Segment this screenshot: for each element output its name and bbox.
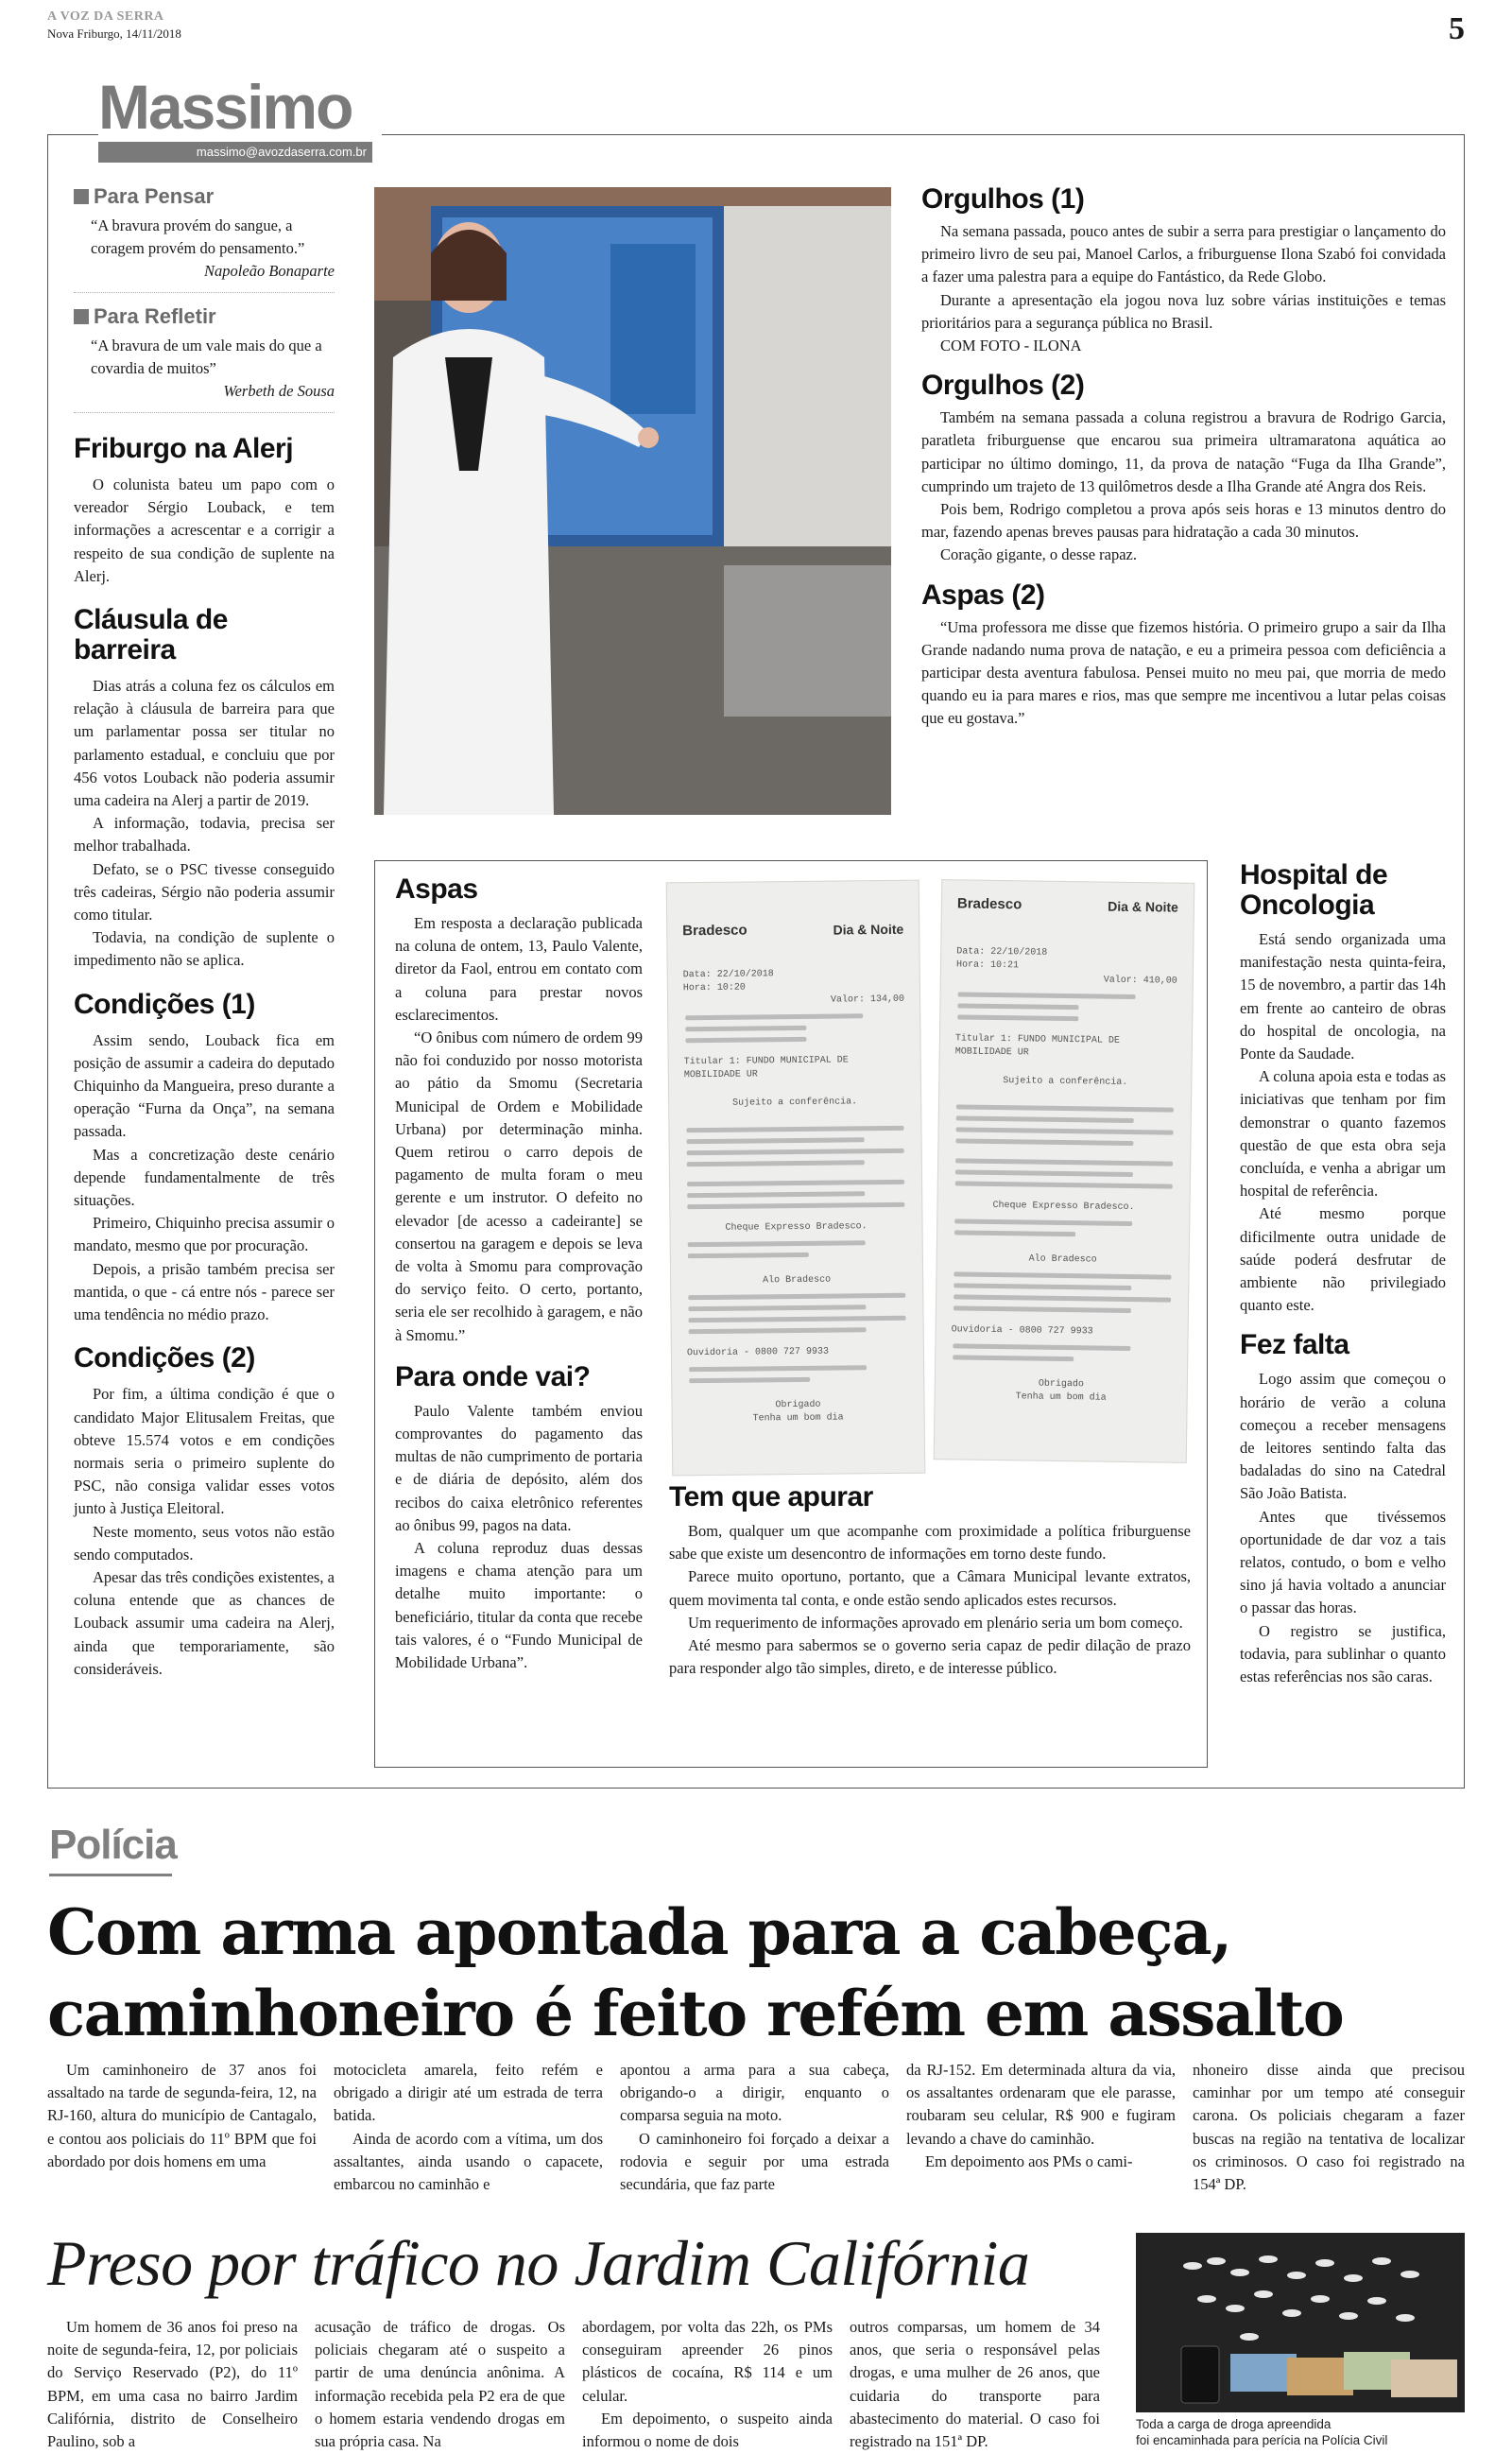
receipt-line: Data: 22/10/2018 bbox=[956, 946, 1048, 959]
receipt-line: Sujeito a conferência. bbox=[732, 1097, 858, 1109]
receipt-print bbox=[687, 1202, 904, 1209]
seizure-illustration bbox=[1136, 2233, 1465, 2412]
bradesco-logo: Bradesco bbox=[956, 895, 1022, 913]
receipt-print bbox=[955, 1138, 1133, 1146]
receipt-print bbox=[956, 1115, 1134, 1123]
receipt-print bbox=[957, 1014, 1078, 1021]
receipt-header bbox=[667, 881, 919, 945]
receipt-print bbox=[688, 1305, 866, 1311]
store-logo: Dia & Noite bbox=[1108, 898, 1179, 915]
text-column bbox=[906, 2059, 1176, 2173]
fez-falta-title: Fez falta bbox=[1240, 1329, 1349, 1361]
receipt-print bbox=[687, 1137, 865, 1144]
paragraph: Antes que tivéssemos oportunidade de dar voz a tais relatos, contudo, o bom e velho sino já havia voltado a anunciar o passar das horas. bbox=[1240, 1507, 1446, 1617]
paragraph: A coluna reproduz duas dessas imagens e chama atenção para um detalhe muito importante: o beneficiário, titular da conta que recebe tais valores, é o “Fundo Municipal de Mobilidade Urbana”. bbox=[395, 1539, 643, 1672]
receipt-2 bbox=[934, 879, 1195, 1463]
receipt-print bbox=[954, 1305, 1131, 1313]
receipt-line: Obrigado bbox=[775, 1399, 821, 1411]
receipt-print bbox=[685, 1037, 806, 1043]
clausula-body bbox=[74, 675, 335, 973]
text-column bbox=[850, 2316, 1100, 2453]
orgulhos2-body bbox=[921, 406, 1446, 566]
paragraph: Paulo Valente também enviou comprovantes do pagamento das multas de não cumprimento de portaria e de diária de depósito, além dos recibos do caixa eletrônico referentes ao ônibus 99, pagos na data. bbox=[395, 1401, 643, 1534]
bradesco-logo: Bradesco bbox=[682, 922, 747, 940]
tem-que-apurar-body bbox=[669, 1520, 1191, 1680]
fez-falta-body bbox=[1240, 1368, 1446, 1688]
aspas-title: Aspas bbox=[395, 873, 478, 905]
receipt-line: Hora: 10:20 bbox=[682, 982, 746, 994]
receipt-line: Tenha um bom dia bbox=[752, 1412, 844, 1425]
policia-body bbox=[47, 2059, 1465, 2201]
para-refletir-quote: “A bravura de um vale mais do que a covardia de muitos” bbox=[91, 337, 322, 377]
receipt-print bbox=[689, 1377, 810, 1383]
caption-line: foi encaminhada para perícia na Polícia Civil bbox=[1136, 2433, 1388, 2447]
receipt-print bbox=[954, 1218, 1132, 1226]
paragraph: abordagem, por volta das 22h, os PMs conseguiram apreender 26 pinos plásticos de cocaína, R$ 114 e um celular. bbox=[582, 2318, 833, 2405]
receipt-print bbox=[957, 1003, 1078, 1010]
para-onde-body bbox=[395, 1400, 643, 1674]
paragraph: O registro se justifica, todavia, para sublinhar o quanto estas referências nos são caras. bbox=[1240, 1621, 1446, 1686]
receipt-line: Valor: 410,00 bbox=[1103, 975, 1177, 987]
receipt-print bbox=[688, 1253, 809, 1258]
receipt-header bbox=[942, 880, 1194, 921]
receipt-line: Alo Bradesco bbox=[763, 1274, 832, 1287]
column-header bbox=[98, 74, 382, 159]
text-column bbox=[47, 2316, 298, 2453]
paragraph: COM FOTO - ILONA bbox=[940, 337, 1082, 355]
friburgo-alerj-title: Friburgo na Alerj bbox=[74, 433, 294, 464]
clausula-title: Cláusula de barreira bbox=[74, 604, 228, 666]
paragraph: Pois bem, Rodrigo completou a prova após seis horas e 13 minutos dentro do mar, fazendo apenas breves pausas para hidratação a cada 30 minutos. bbox=[921, 500, 1446, 542]
receipt-print bbox=[689, 1327, 867, 1334]
orgulhos1-title: Orgulhos (1) bbox=[921, 183, 1085, 215]
paragraph: Parece muito oportuno, portanto, que a Câmara Municipal levante extratos, quem movimenta tal conta, e onde estão sendo aplicados estes recursos. bbox=[669, 1567, 1191, 1609]
paragraph: Em resposta a declaração publicada na coluna de ontem, 13, Paulo Valente, diretor da Faol, entrou em contato com a coluna para prestar novos esclarecimentos. bbox=[395, 914, 643, 1024]
text-column bbox=[1193, 2059, 1465, 2196]
text-column bbox=[315, 2316, 565, 2453]
condicoes1-body bbox=[74, 1029, 335, 1327]
preso-body bbox=[47, 2316, 1134, 2451]
paragraph: Defato, se o PSC tivesse conseguido três cadeiras, Sérgio não poderia assumir como titular. bbox=[74, 859, 335, 925]
receipt-print bbox=[687, 1191, 865, 1198]
paragraph: da RJ-152. Em determinada altura da via, os assaltantes ordenaram que ele parasse, roubaram seu celular, R$ 900 e fugiram levando a chave do caminhão. bbox=[906, 2061, 1176, 2148]
paragraph: Todavia, na condição de suplente o impedimento não se aplica. bbox=[74, 928, 335, 970]
receipt-print bbox=[956, 1104, 1174, 1112]
receipt-line: Ouvidoria - 0800 727 9933 bbox=[951, 1324, 1093, 1338]
receipt-print bbox=[689, 1316, 906, 1322]
presenter-illustration bbox=[374, 187, 891, 815]
receipt-line: Cheque Expresso Bradesco. bbox=[725, 1221, 868, 1234]
divider bbox=[74, 292, 335, 293]
policia-headline-line1: Com arma apontada para a cabeça, bbox=[47, 1895, 1231, 1969]
orgulhos1-body bbox=[921, 220, 1446, 357]
paragraph: Durante a apresentação ela jogou nova luz sobre várias instituições e temas prioritários para a segurança pública no Brasil. bbox=[921, 290, 1446, 332]
right-upper-column bbox=[921, 184, 1446, 731]
text-column bbox=[334, 2059, 603, 2196]
receipt-print bbox=[687, 1149, 904, 1155]
paragraph: Primeiro, Chiquinho precisa assumir o mandato, mesmo que por procuração. bbox=[74, 1214, 335, 1255]
receipt-line: Cheque Expresso Bradesco. bbox=[992, 1200, 1135, 1214]
receipt-line: Sujeito a conferência. bbox=[1003, 1076, 1128, 1088]
paragraph: Apesar das três condições existentes, a coluna entende que as chances de Louback assumir uma cadeira na Alerj, ainda que temporariamente, são consideráveis. bbox=[74, 1567, 335, 1678]
paragraph: Neste momento, seus votos não estão sendo computados. bbox=[74, 1522, 335, 1564]
column-email[interactable]: massimo@avozdaserra.com.br bbox=[98, 142, 372, 163]
section-label-policia: Polícia bbox=[49, 1822, 177, 1868]
tem-que-apurar-title: Tem que apurar bbox=[669, 1481, 873, 1512]
receipt-print bbox=[688, 1240, 866, 1247]
caption-line: Toda a carga de droga apreendida bbox=[1136, 2417, 1332, 2431]
paragraph: Assim sendo, Louback fica em posição de assumir a cadeira do deputado Chiquinho da Mangueira, preso durante a operação “Furna da Onça”, na semana passada. bbox=[74, 1030, 335, 1141]
receipt-print bbox=[954, 1283, 1131, 1290]
masthead bbox=[47, 9, 1465, 47]
presenter-photo bbox=[374, 187, 891, 815]
paragraph: Está sendo organizada uma manifestação nesta quinta-feira, 15 de novembro, a partir das 14h em frente ao canteiro de obras do hospital de oncologia, na Ponte da Saudade. bbox=[1240, 930, 1446, 1063]
paragraph: Até mesmo porque dificilmente outra unidade de saúde poderá desfrutar de ambiente não privilegiado quanto este. bbox=[1240, 1204, 1446, 1315]
hospital-body bbox=[1240, 928, 1446, 1317]
para-pensar-quote: “A bravura provém do sangue, a coragem provém do pensamento.” bbox=[91, 216, 305, 257]
aspas-column bbox=[395, 874, 643, 1674]
right-lower-column bbox=[1240, 860, 1446, 1688]
square-bullet-icon bbox=[74, 189, 89, 204]
paragraph: Por fim, a última condição é que o candidato Major Elitusalem Freitas, que obteve 15.574 votos e em condições normais seria o primeiro suplente do PSC, não consiga validar esses votos junto à Justiça Eleitoral. bbox=[74, 1385, 335, 1518]
paragraph: Depois, a prisão também precisa ser mantida, o que - cá entre nós - parece ser uma tendência no médio prazo. bbox=[74, 1259, 335, 1324]
receipt-1 bbox=[666, 880, 926, 1477]
paragraph: Um caminhoneiro de 37 anos foi assaltado na tarde de segunda-feira, 12, na RJ-160, altura do município de Cantagalo, e contou aos policiais do 11º BPM que foi abordado por dois homens em uma bbox=[47, 2061, 317, 2170]
paragraph: A coluna apoia esta e todas as iniciativas que tenham por fim demonstrar o quanto fazemos questão de que esta obra seja concluída, e venha a abrigar um hospital de referência. bbox=[1240, 1067, 1446, 1201]
paragraph: Coração gigante, o desse rapaz. bbox=[940, 545, 1137, 564]
paragraph: motocicleta amarela, feito refém e obrigado a dirigir até um estrada de terra batida. bbox=[334, 2061, 603, 2125]
paragraph: Em depoimento aos PMs o cami- bbox=[925, 2152, 1133, 2170]
receipt-print bbox=[686, 1126, 903, 1132]
receipt-line: Titular 1: FUNDO MUNICIPAL DE MOBILIDADE UR bbox=[954, 1033, 1121, 1059]
receipt-print bbox=[955, 1158, 1173, 1166]
receipt-print bbox=[953, 1343, 1130, 1351]
seizure-photo bbox=[1136, 2233, 1465, 2412]
friburgo-alerj-body bbox=[74, 474, 335, 588]
para-pensar-author: Napoleão Bonaparte bbox=[204, 262, 335, 280]
section-rule bbox=[49, 1874, 172, 1876]
store-logo: Dia & Noite bbox=[833, 921, 904, 938]
receipt-print bbox=[955, 1169, 1133, 1177]
left-column bbox=[74, 184, 335, 1681]
receipt-print bbox=[956, 1127, 1174, 1134]
receipt-line: Valor: 134,00 bbox=[830, 994, 905, 1006]
paragraph: Mas a concretização deste cenário depende fundamentalmente de três situações. bbox=[74, 1145, 335, 1210]
receipt-line: Alo Bradesco bbox=[1028, 1253, 1097, 1266]
receipt-line: Data: 22/10/2018 bbox=[682, 969, 774, 981]
paragraph: Em depoimento, o suspeito ainda informou o nome de dois bbox=[582, 2409, 833, 2451]
para-pensar-title: Para Pensar bbox=[74, 184, 335, 209]
condicoes1-title: Condições (1) bbox=[74, 988, 255, 1020]
receipt-print bbox=[685, 1026, 806, 1031]
paragraph: acusação de tráfico de drogas. Os policiais chegaram até o suspeito a partir de uma denúncia anônima. A informação recebida pela P2 era de que o homem estaria vendendo drogas em sua própria casa. Na bbox=[315, 2318, 565, 2451]
paragraph: Logo assim que começou o horário de verão a coluna começou a receber mensagens de leitores sentindo falta das badaladas do sino na Catedral São João Batista. bbox=[1240, 1370, 1446, 1503]
receipt-print bbox=[958, 992, 1136, 999]
receipt-line: Titular 1: FUNDO MUNICIPAL DE MOBILIDADE UR bbox=[683, 1055, 849, 1081]
receipt-print bbox=[687, 1180, 904, 1186]
para-refletir-title: Para Refletir bbox=[74, 304, 335, 329]
policia-headline-line2: caminhoneiro é feito refém em assalto bbox=[47, 1977, 1344, 2050]
text-column bbox=[620, 2059, 889, 2196]
condicoes2-title: Condições (2) bbox=[74, 1342, 255, 1374]
aspas2-title: Aspas (2) bbox=[921, 579, 1045, 611]
tem-que-apurar-column bbox=[669, 1482, 1191, 1680]
aspas2-body bbox=[921, 616, 1446, 731]
receipt-line: Hora: 10:21 bbox=[955, 959, 1020, 972]
divider bbox=[74, 412, 335, 413]
receipt-print bbox=[955, 1181, 1173, 1188]
receipt-print bbox=[954, 1230, 1075, 1236]
paragraph: Um requerimento de informações aprovado em plenário seria um bom começo. bbox=[688, 1613, 1183, 1632]
receipt-line: Ouvidoria - 0800 727 9933 bbox=[686, 1346, 830, 1359]
receipt-print bbox=[685, 1013, 863, 1020]
paragraph: outros comparsas, um homem de 34 anos, que seria o responsável pelas drogas, e uma mulher de 26 anos, que cuidaria do transporte para abastecimento do material. O caso foi registrado na 151ª DP. bbox=[850, 2318, 1100, 2451]
para-refletir-author: Werbeth de Sousa bbox=[223, 382, 335, 400]
paragraph: Bom, qualquer um que acompanhe com proximidade a política friburguense sabe que existe um desencontro de informações em torno deste fundo. bbox=[669, 1522, 1191, 1564]
receipt-line: Obrigado bbox=[1038, 1378, 1084, 1391]
square-bullet-icon bbox=[74, 309, 89, 324]
paragraph: Na semana passada, pouco antes de subir a serra para prestigiar o lançamento do primeiro livro de seu pai, Manoel Carlos, a friburguense Ilona Szabó foi convidada a fazer uma palestra para a equipe do Fantástico, da Rede Globo. bbox=[921, 222, 1446, 286]
paragraph: Até mesmo para sabermos se o governo seria capaz de pedir dilação de prazo para responder algo tão simples, direto, e de interesse público. bbox=[669, 1636, 1191, 1678]
preso-headline: Preso por tráfico no Jardim Califórnia bbox=[47, 2227, 1030, 2299]
page-number: 5 bbox=[1449, 11, 1465, 46]
seizure-caption bbox=[1136, 2416, 1465, 2448]
text-column bbox=[47, 2059, 317, 2173]
receipt-line: Tenha um bom dia bbox=[1015, 1391, 1107, 1404]
para-onde-title: Para onde vai? bbox=[395, 1360, 591, 1392]
receipt-print bbox=[688, 1293, 905, 1300]
paragraph: O caminhoneiro foi forçado a deixar a rodovia e seguir por uma estrada secundária, que faz parte bbox=[620, 2129, 889, 2194]
receipt-print bbox=[954, 1294, 1171, 1302]
date-line: Nova Friburgo, 14/11/2018 bbox=[47, 26, 181, 41]
paragraph: Ainda de acordo com a vítima, um dos assaltantes, ainda usando o capacete, embarcou no caminhão e bbox=[334, 2129, 603, 2194]
paragraph: Um homem de 36 anos foi preso na noite de segunda-feira, 12, por policiais do Serviço Reservado (P2), do 11º BPM, em uma casa no bairro Jardim Califórnia, distrito de Conselheiro Paulino, sob a bbox=[47, 2318, 298, 2451]
orgulhos2-title: Orgulhos (2) bbox=[921, 370, 1085, 402]
paragraph: Também na semana passada a coluna registrou a bravura de Rodrigo Garcia, paratleta friburguense que encarou sua primeira ultramaratona aquática ao participar no último domingo, 11, da prova de natação “Fuga da Ilha Grande”, cumprindo um trajeto de 13 quilômetros desde a Ilha Grande até Angra dos Reis. bbox=[921, 408, 1446, 495]
paragraph: A informação, todavia, precisa ser melhor trabalhada. bbox=[74, 814, 335, 855]
receipt-print bbox=[954, 1271, 1171, 1279]
receipt-print bbox=[687, 1160, 865, 1167]
hospital-title: Hospital de Oncologia bbox=[1240, 859, 1388, 921]
receipt-print bbox=[953, 1355, 1074, 1361]
paragraph: O colunista bateu um papo com o vereador Sérgio Louback, e tem informações a acrescentar e a corrigir a respeito de sua condição de suplente na Alerj. bbox=[74, 475, 335, 585]
paper-name: A VOZ DA SERRA bbox=[47, 9, 164, 24]
paragraph: “O ônibus com número de ordem 99 não foi conduzido por nosso motorista ao pátio da Smomu (Secretaria Municipal de Ordem e Mobilidade Urbana) por determinação minha. Quem retirou o carro depois de pagamento de multa foram o meu gerente e um instrutor. O defeito no elevador [de acesso a cadeirante] se consertou na garagem e depois se leva de volta à Smomu para comprovação do serviço feito. O certo, portanto, seria ele ser recolhido à garagem, e não à Smomu.” bbox=[395, 1028, 643, 1344]
paragraph: “Uma professora me disse que fizemos história. O primeiro grupo a sair da Ilha Grande nadando numa prova de natação, e eu a primeira pessoa com deficiência a participar desta aventura fabulosa. Pensei muito no meu pai, que morria de medo quando eu ia para mares e rios, mas que sempre me incentivou a lutar pelas coisas que eu gostava.” bbox=[921, 617, 1446, 728]
aspas-body bbox=[395, 912, 643, 1347]
condicoes2-body bbox=[74, 1383, 335, 1681]
text-column bbox=[582, 2316, 833, 2453]
paragraph: nhoneiro disse ainda que precisou caminhar por um tempo até conseguir carona. Os policiais chegaram a fazer buscas na região na tentativa de localizar os criminosos. O caso foi registrado na 154ª DP. bbox=[1193, 2061, 1465, 2194]
paragraph: Dias atrás a coluna fez os cálculos em relação à cláusula de barreira para que um parlamentar possa ser titular no parlamento estadual, e concluiu que por 456 votos Louback não poderia assumir uma cadeira na Alerj a partir de 2019. bbox=[74, 677, 335, 810]
receipt-print bbox=[689, 1365, 867, 1372]
paragraph: apontou a arma para a sua cabeça, obrigando-o a dirigir, enquanto o comparsa seguia na moto. bbox=[620, 2061, 889, 2125]
column-name: Massimo bbox=[98, 72, 352, 142]
